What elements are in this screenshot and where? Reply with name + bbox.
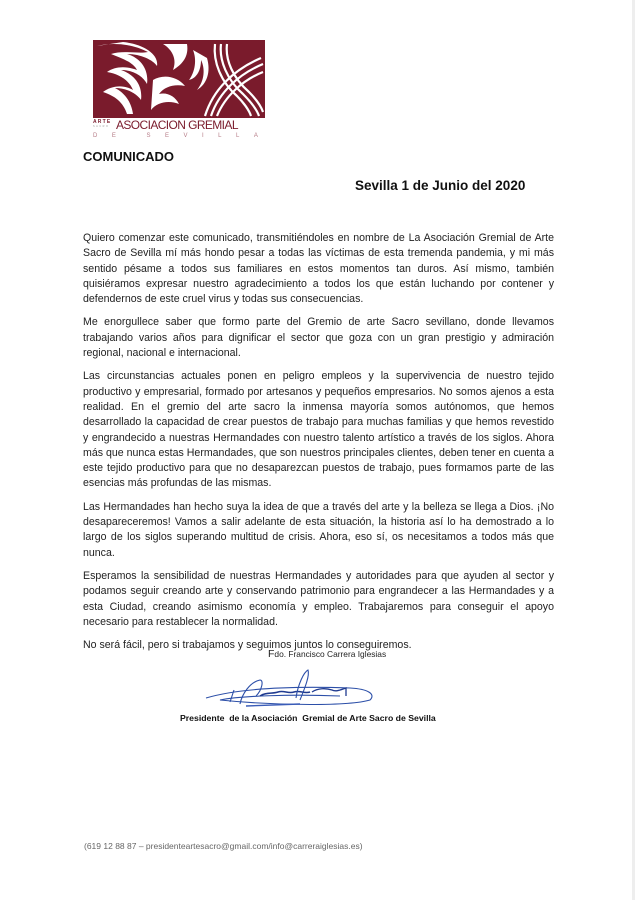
handwritten-signature-icon <box>200 668 380 712</box>
paragraph: Esperamos la sensibilidad de nuestras Hermandades y autoridades para que ayuden al sector y podamos seguir creando arte y conservando patrimonio para engrandecer a las Hermandades y a esta Ciudad, creando asimismo economía y empleo. Trabajaremos para conseguir el apoyo necesario para restablecer la normalidad. <box>83 569 554 628</box>
logo-arte: ARTE <box>93 119 112 125</box>
paragraph: Quiero comenzar este comunicado, transmitiéndoles en nombre de La Asociación Gremial de Arte Sacro de Sevilla mí más hondo pesar a todas las víctimas de esta tremenda pandemia, y mi más sentido pésame a todos sus familiares en estos momentos tan duros. Así mismo, también quisiéramos expresar nuestro agradecimiento a todos los que están luchando por contener y defendernos de este cruel virus y todas sus consecuencias. <box>83 232 554 306</box>
logo-main-text: ASOCIACION GREMIAL <box>116 118 238 132</box>
association-logo <box>93 40 273 139</box>
paragraph: Las Hermandades han hecho suya la idea de que a través del arte y la belleza se llega a Dios. ¡No desapareceremos! Vamos a salir adelante de esta situación, la historia así lo ha demostrado a lo largo de los siglos superando multitud de crisis. Ahora, eso sí, os necesitamos a todos más que nunca. <box>83 500 554 559</box>
paragraph: No será fácil, pero si trabajamos y seguimos juntos lo conseguiremos. <box>83 639 412 652</box>
paragraph: Las circunstancias actuales ponen en peligro empleos y la supervivencia de nuestro tejido productivo y empresarial, formado por artesanos y pequeños empresarios. No somos ajenos a esta realidad. En el gremio del arte sacro la inmensa mayoría somos autónomos, que hemos desarrollado la capacidad de crear puestos de trabajo para muchas familias y que hemos revestido y engrandecido a nuestras Hermandades con nuestro talento artístico a través de los siglos. Ahora más que nunca estas Hermandades, que son nuestros principales clientes, deben tener en cuenta a este tejido productivo para que no desaparezcan puestos de trabajo, pues formamos parte de las esencias más profundas de las mismas. <box>83 370 554 490</box>
letter-body <box>83 231 554 661</box>
signed-by <box>268 648 386 660</box>
paragraph: Me enorgullece saber que formo parte del Gremio de arte Sacro sevillano, donde llevamos trabajando varios años para dignificar el sector que goza con un gran prestigio y admiración regional, nacional e internacional. <box>83 316 554 360</box>
signed-prefix: F <box>268 648 275 660</box>
document-heading: COMUNICADO <box>83 149 174 164</box>
footer-contact: (619 12 88 87 – presidenteartesacro@gmail.com/info@carreraiglesias.es) <box>84 841 363 851</box>
logo-subtitle: DE SEVILLA <box>93 133 273 139</box>
lion-emblem-icon <box>93 40 265 118</box>
signer-name: do. Francisco Carrera Iglesias <box>274 649 387 659</box>
signer-title: Presidente de la Asociación Gremial de Arte Sacro de Sevilla <box>180 713 436 723</box>
logo-text <box>93 119 265 131</box>
dateline: Sevilla 1 de Junio del 2020 <box>355 178 526 193</box>
logo-arte-sub: SACRO <box>93 125 110 128</box>
